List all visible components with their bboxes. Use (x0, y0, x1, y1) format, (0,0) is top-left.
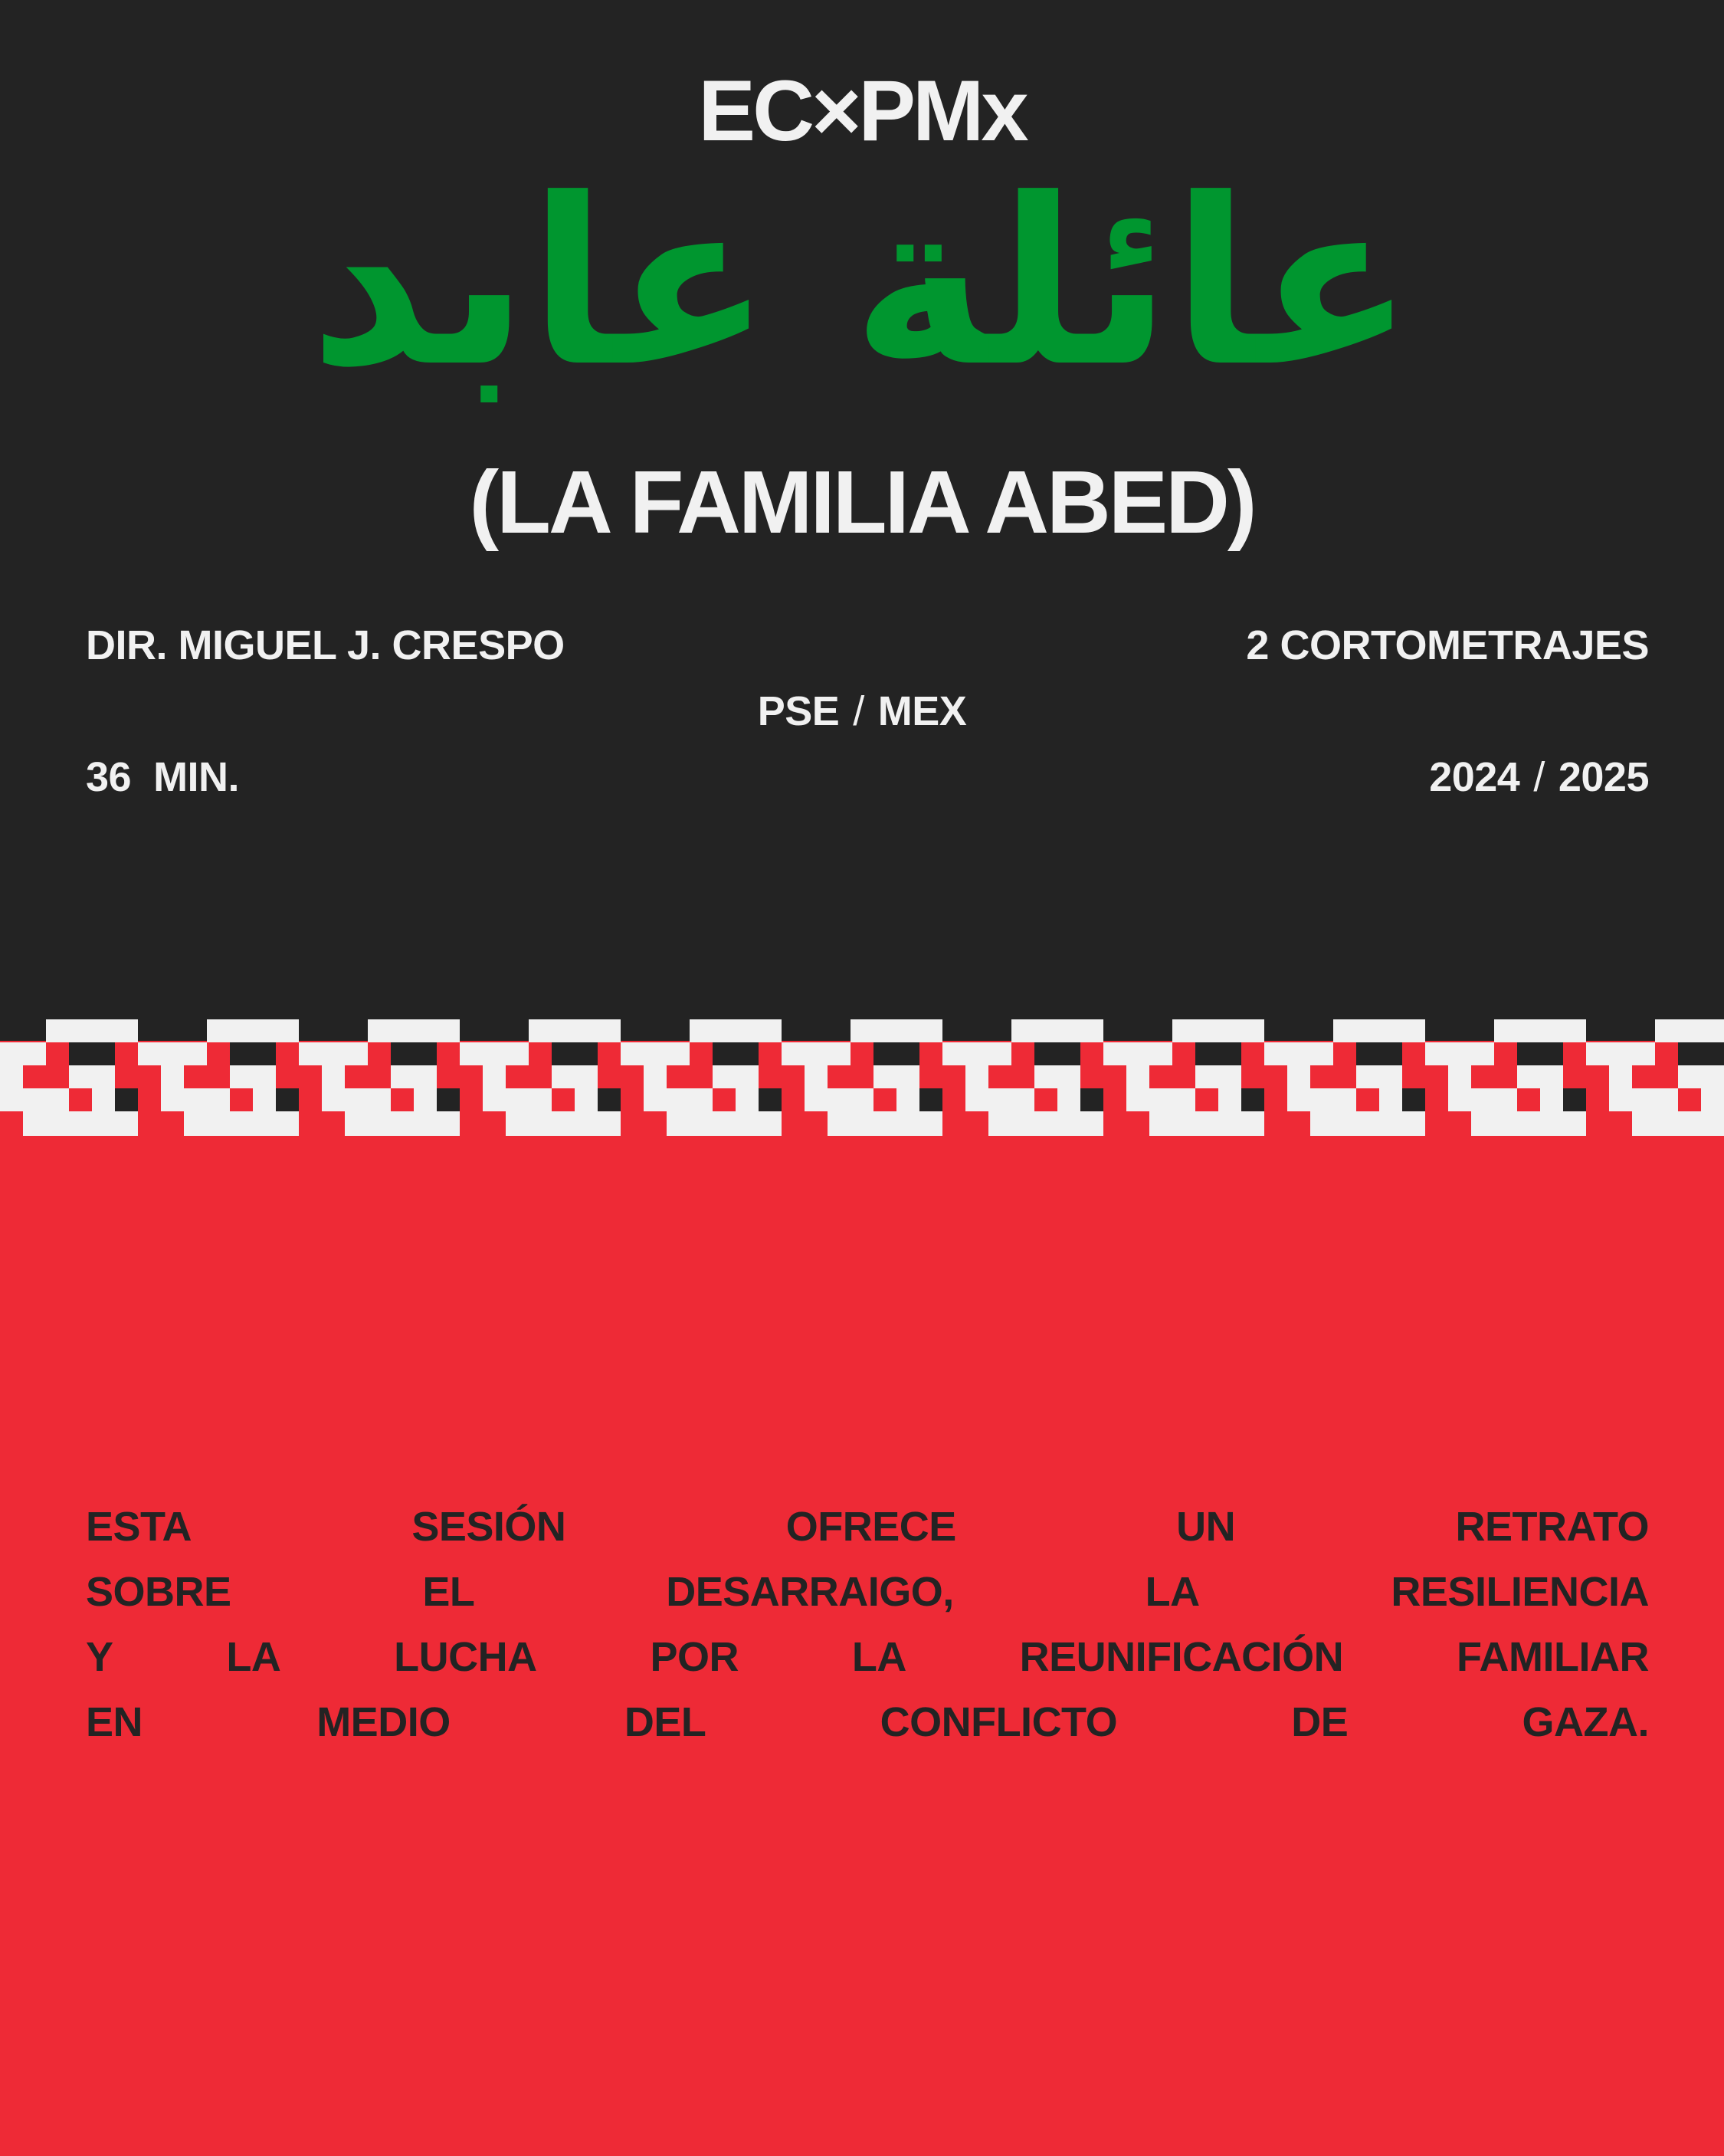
description-word: DEL (624, 1699, 706, 1745)
director-credit: DIR. MIGUEL J. CRESPO (86, 622, 565, 668)
description-word: GAZA. (1522, 1699, 1649, 1745)
description-line (86, 1560, 1649, 1625)
description-word: RETRATO (1455, 1504, 1649, 1550)
description-word: MEDIO (316, 1699, 451, 1745)
description-word: LA (851, 1634, 906, 1680)
description-word: REUNIFICACIÓN (1019, 1634, 1344, 1680)
description-line (86, 1495, 1649, 1560)
description-text (86, 1495, 1649, 1755)
duration: 36 MIN. (86, 754, 240, 800)
top-dark-panel (0, 0, 1724, 1073)
subtitle: (LA FAMILIA ABED) (469, 452, 1255, 552)
description-word: SESIÓN (411, 1504, 566, 1550)
countries (0, 687, 1724, 736)
description-word: OFRECE (785, 1504, 956, 1550)
description-word: SOBRE (86, 1569, 231, 1615)
country-separator: / (853, 688, 864, 734)
description-line (86, 1625, 1649, 1690)
years (1429, 753, 1649, 802)
description-word: RESILIENCIA (1391, 1569, 1649, 1615)
description-word: UN (1176, 1504, 1236, 1550)
description-word: ESTA (86, 1504, 192, 1550)
description-word: DESARRAIGO, (666, 1569, 954, 1615)
country-second: MEX (877, 688, 967, 734)
year-separator: / (1533, 754, 1545, 800)
brand-logo: EC×PMx (698, 63, 1026, 159)
format-label: 2 CORTOMETRAJES (1246, 622, 1649, 668)
year-second: 2025 (1558, 754, 1649, 800)
description-word: CONFLICTO (880, 1699, 1118, 1745)
description-word: LA (226, 1634, 281, 1680)
description-word: EL (422, 1569, 475, 1615)
description-word: LA (1145, 1569, 1200, 1615)
country-first: PSE (757, 688, 840, 734)
year-first: 2024 (1429, 754, 1520, 800)
description-line (86, 1690, 1649, 1755)
arabic-title: عائلة عابد (309, 149, 1415, 417)
description-word: FAMILIAR (1456, 1634, 1649, 1680)
description-word: DE (1291, 1699, 1349, 1745)
description-word: Y (86, 1634, 113, 1680)
tatreez-border-pattern (0, 1019, 1724, 1136)
description-word: POR (650, 1634, 739, 1680)
description-word: LUCHA (394, 1634, 537, 1680)
description-word: EN (86, 1699, 143, 1745)
